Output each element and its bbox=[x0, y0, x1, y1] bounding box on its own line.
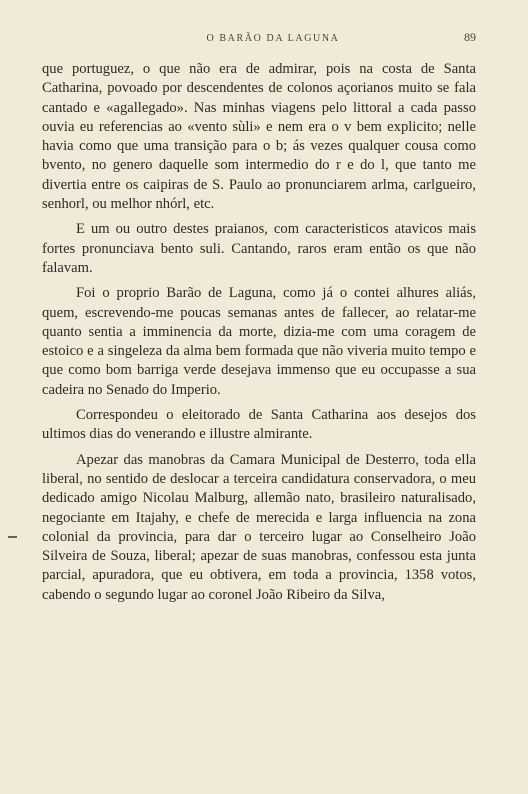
paragraph: que portuguez, o que não era de admirar, pois na costa de Santa Catharina, povoado por descendentes de colonos açorianos muito se fala cantado e «agallegado». Nas minhas viagens pelo littoral a cada passo ouvia eu referencias ao «vento sùli» e nem era o v bem explicito; nelle havia como que uma transição para o b; ás vezes qualquer cousa como bvento, no genero daquelle som intermedio do r e do l, que tanto me divertia entre os caipiras de S. Paulo ao pronunciarem arlma, carlgueiro, senhorl, ou melhor nhórl, etc. bbox=[42, 61, 476, 213]
paragraph: Correspondeu o eleitorado de Santa Catharina aos desejos dos ultimos dias do venerando e illustre almirante. bbox=[42, 407, 476, 443]
paragraph: Apezar das manobras da Camara Municipal de Desterro, toda ella liberal, no sentido de deslocar a terceira candidatura conservadora, o meu dedicado amigo Nicolau Malburg, allemão nato, brasileiro naturalisado, negociante em Itajahy, e chefe de merecida e larga influencia na zona colonial da provincia, para dar o terceiro lugar ao Conselheiro João Silveira de Souza, liberal; apezar de suas manobras, confessou esta junta parcial, apuradora, que eu obtivera, em toda a provincia, 1358 votos, cabendo o segundo lugar ao coronel João Ribeiro da Silva, bbox=[42, 451, 476, 603]
margin-mark bbox=[8, 536, 17, 538]
body-text bbox=[42, 60, 476, 605]
paragraph: Foi o proprio Barão de Laguna, como já o contei alhures aliás, quem, escrevendo-me poucas semanas antes de fallecer, ao relatar-me quanto sentia a imminencia da morte, dizia-me com uma coragem de estoico e a singeleza da alma bem formada que não viveria muito tempo e que como bom barriga verde desejava immenso que eu occupasse a sua cadeira no Senado do Imperio. bbox=[42, 285, 476, 398]
paragraph: E um ou outro destes praianos, com caracteristicos atavicos mais fortes pronunciava bento suli. Cantando, raros eram então os que não falavam. bbox=[42, 221, 476, 276]
running-title: O BARÃO DA LAGUNA bbox=[206, 33, 340, 44]
running-head bbox=[42, 30, 476, 44]
page-number: 89 bbox=[464, 30, 476, 44]
